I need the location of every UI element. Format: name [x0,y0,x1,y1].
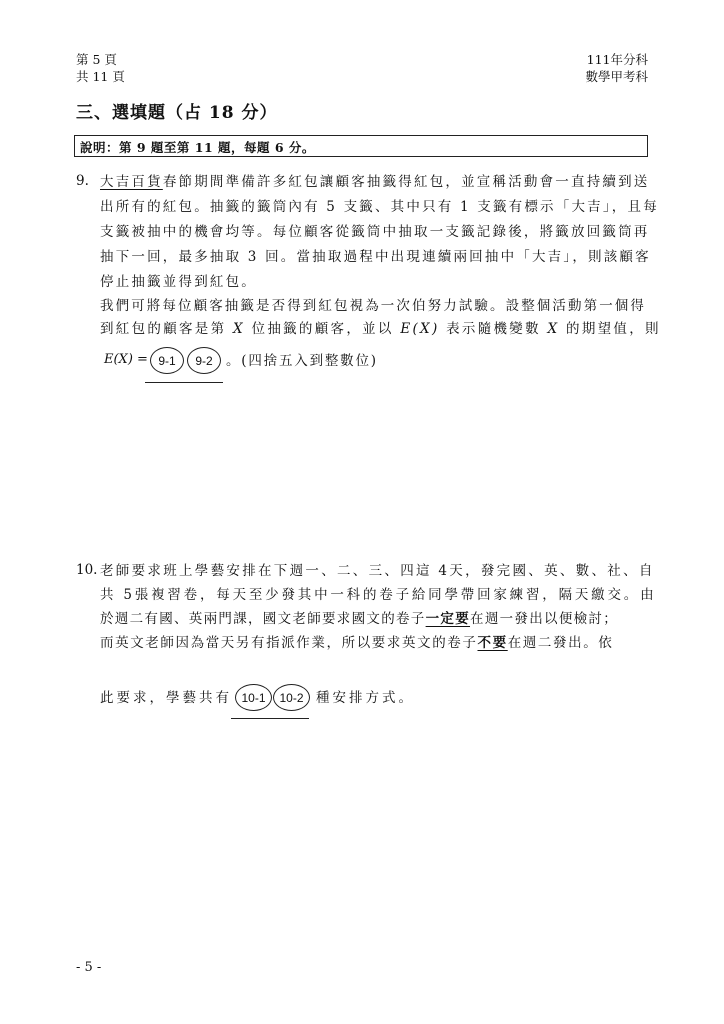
q9-line-6: 我們可將每位顧客抽籤是否得到紅包視為一次伯努力試驗。設整個活動第一個得 [100,298,646,314]
q9-answer-lhs: E(X) = [104,352,148,367]
q9-var-x: X [233,321,245,337]
q9-expectation: E(X) [400,321,440,337]
q9-line-1-text: 春節期間準備許多紅包讓顧客抽籤得紅包，並宣稱活動會一直持續到送 [162,174,650,190]
q10-line-1: 老師要求班上學藝安排在下週一、二、三、四這 4天，發完國、英、數、社、自 [100,563,655,579]
section-title: 三、選填題（占 18 分） [76,103,278,123]
q10-line-3 [100,610,618,628]
q9-answer-blank-1[interactable]: 9-1 [150,347,184,374]
instructions-box [74,135,648,157]
q10-line-4-b: 在週二發出。依 [507,635,614,651]
q10-not-text: 不要 [477,635,508,651]
q9-var-x-2: X [547,321,560,337]
q9-answer-blank-2[interactable]: 9-2 [187,347,221,374]
q10-answer-underline [231,718,309,719]
question-9-number: 9. [76,173,89,189]
q10-line-4 [100,634,613,652]
q10-answer-blank-2[interactable]: 10-2 [273,684,310,711]
q10-line-3-a: 於週二有國、英兩門課，國文老師要求國文的卷子 [100,611,426,627]
q9-line-7-d: 的期望值，則 [559,321,661,337]
q10-line-5-b: 種安排方式。 [316,690,415,706]
total-pages: 共 11 頁 [76,69,125,84]
exam-subject: 數學甲考科 [585,69,648,84]
q10-line-2: 共 5張複習卷，每天至少發其中一科的卷子給同學帶回家練習，隔天繳交。由 [100,587,657,603]
question-10-number: 10. [76,562,98,578]
q10-answer-blank-1[interactable]: 10-1 [235,684,272,711]
q9-line-3: 支籤被抽中的機會均等。每位顧客從籤筒中抽取一支籤記錄後，將籤放回籤筒再 [100,224,650,240]
exam-year: 111年分科 [586,52,648,67]
q9-line-4: 抽下一回，最多抽取 3 回。當抽取過程中出現連續兩回抽中「大吉」，則該顧客 [100,249,651,265]
q9-line-5: 停止抽籤並得到紅包。 [100,274,257,290]
q9-line-7-a: 到紅包的顧客是第 [100,321,233,337]
q9-store-name: 大吉百貨 [100,174,163,190]
q10-line-4-a: 而英文老師因為當天另有指派作業，所以要求英文的卷子 [100,635,478,651]
page-footer: - 5 - [76,960,102,975]
q9-answer-note: 。(四捨五入到整數位) [226,353,378,369]
q9-line-7 [100,320,661,338]
q9-line-7-b: 位抽籤的顧客，並以 [244,321,401,337]
q9-line-7-c: 表示隨機變數 [439,321,548,337]
q10-line-5-a: 此要求，學藝共有 [100,690,232,706]
q9-answer-underline [145,382,223,383]
q10-line-3-b: 在週一發出以便檢討； [470,611,619,627]
q9-line-1 [100,173,650,191]
q9-line-2: 出所有的紅包。抽籤的籤筒內有 5 支籤、其中只有 1 支籤有標示「大吉」，且每 [100,199,659,215]
q10-must-text: 一定要 [425,611,471,627]
page-number: 第 5 頁 [76,52,117,67]
instructions-text: 說明：第 9 題至第 11 題，每題 6 分。 [80,140,315,155]
